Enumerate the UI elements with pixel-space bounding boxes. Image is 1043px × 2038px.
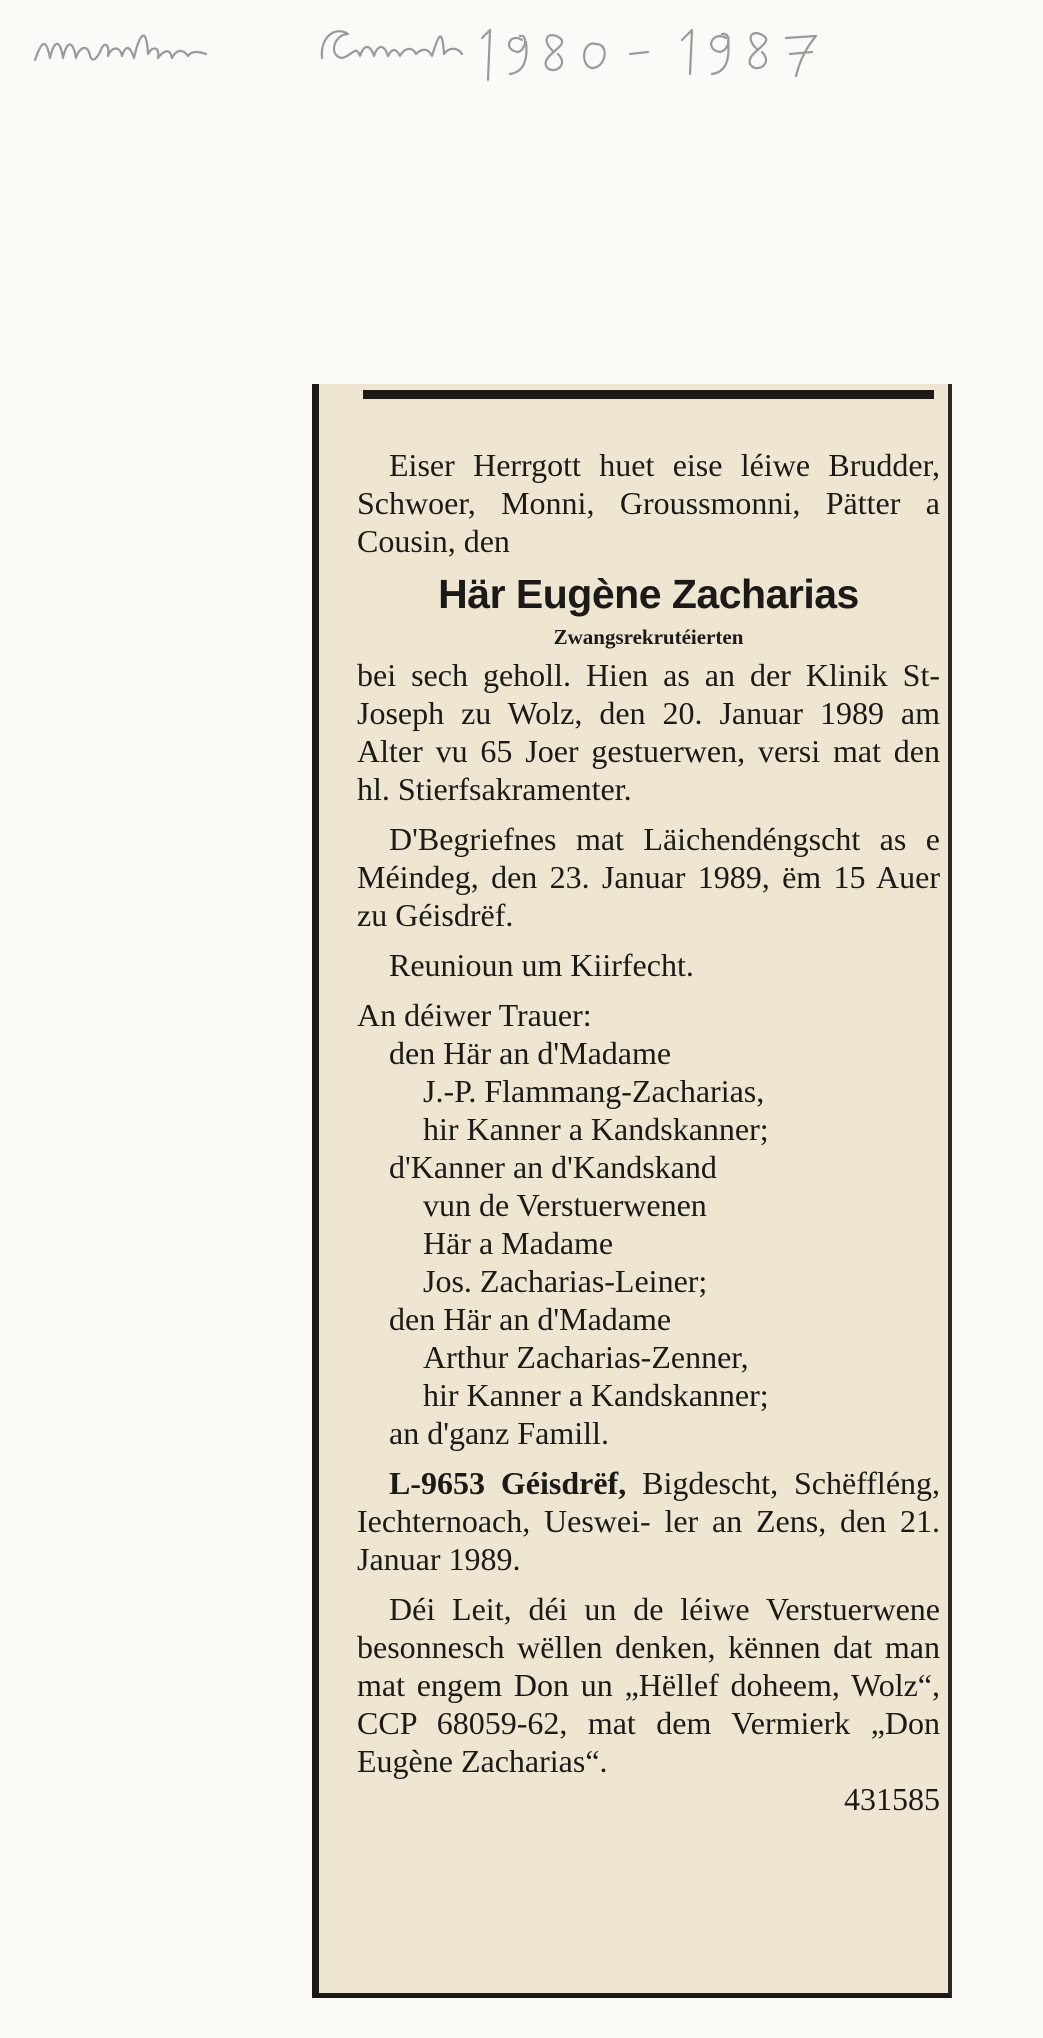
place-date-text: Bigdescht, Schëffléng, Iechternoach, Ueswei- ler an Zens, den 21. Januar 1989. bbox=[357, 1465, 941, 1577]
mourner-line: den Här an d'Madame bbox=[389, 1301, 672, 1337]
mourner-line: Arthur Zacharias-Zenner, bbox=[423, 1339, 749, 1375]
death-paragraph: bei sech geholl. Hien as an der Klinik St-Joseph zu Wolz, den 20. Januar 1989 am Alter vu 65 Joer gestuerwen, versi mat den hl. Stierfsakramenter. bbox=[357, 657, 940, 807]
ad-number: 431585 bbox=[844, 1781, 940, 1817]
intro-paragraph: Eiser Herrgott huet eise léiwe Brudder, Schwoer, Monni, Groussmonni, Pätter a Cousin, den bbox=[357, 447, 940, 559]
mourner-line: Jos. Zacharias-Leiner; bbox=[423, 1263, 708, 1299]
mourner-line: Här a Madame bbox=[423, 1225, 614, 1261]
reunion-line: Reunioun um Kiirfecht. bbox=[389, 947, 694, 983]
mourner-line: hir Kanner a Kandskanner; bbox=[423, 1377, 769, 1413]
mourner-line: J.-P. Flammang-Zacharias, bbox=[423, 1073, 765, 1109]
top-rule bbox=[363, 390, 934, 399]
mourner-line: den Här an d'Madame bbox=[389, 1035, 672, 1071]
footer-line bbox=[357, 1780, 940, 1818]
place-date-paragraph bbox=[357, 1464, 940, 1578]
handwriting-scribble bbox=[30, 10, 970, 90]
obituary-text bbox=[357, 446, 940, 1818]
mourners-list bbox=[357, 1034, 940, 1452]
mourner-line: hir Kanner a Kandskanner; bbox=[423, 1111, 769, 1147]
handwritten-annotation bbox=[30, 10, 970, 90]
mourner-line: an d'ganz Famill. bbox=[389, 1415, 609, 1451]
mourner-line: d'Kanner an d'Kandskand bbox=[389, 1149, 717, 1185]
donation-paragraph: Déi Leit, déi un de léiwe Verstuerwene besonnesch wëllen denken, kënnen dat man mat engem Don un „Hëllef doheem, Wolz“, CCP 68059-62, mat dem Vermierk „Don Eugène Zacharias“. bbox=[357, 1591, 940, 1779]
obituary-clipping bbox=[312, 384, 952, 1998]
mourning-heading: An déiwer Trauer: bbox=[357, 997, 592, 1033]
mourner-line: vun de Verstuerwenen bbox=[423, 1187, 707, 1223]
deceased-subtitle: Zwangsrekrutéierten bbox=[553, 625, 744, 649]
place-name: L-9653 Géisdrëf, bbox=[389, 1465, 627, 1501]
funeral-paragraph: D'Begriefnes mat Läichendéngscht as e Méindeg, den 23. Januar 1989, ëm 15 Auer zu Géisdrëf. bbox=[357, 821, 940, 933]
deceased-name: Här Eugène Zacharias bbox=[438, 571, 859, 617]
